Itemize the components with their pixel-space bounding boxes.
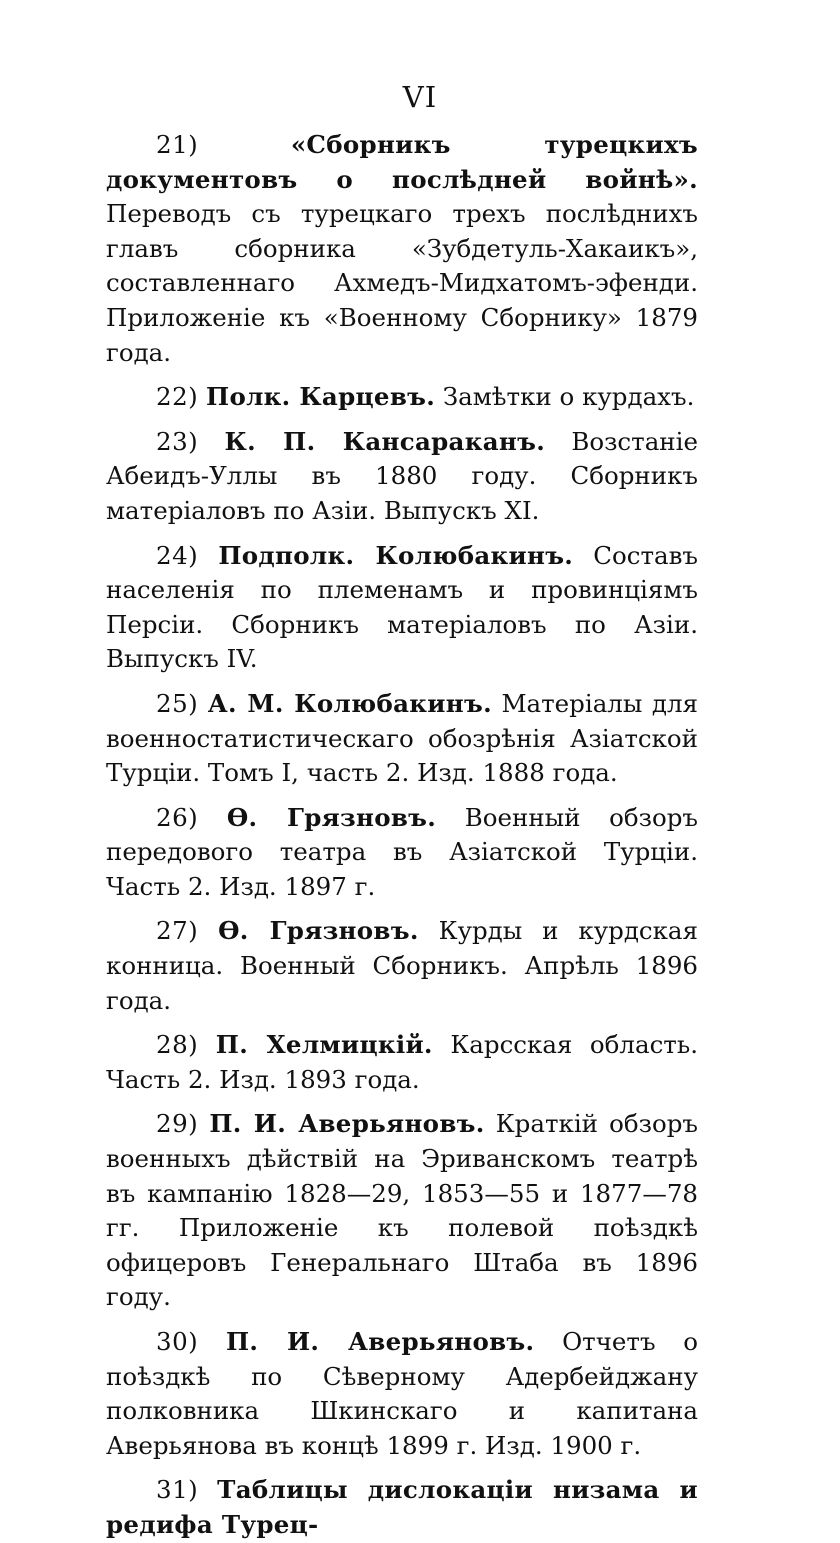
bibliography-entry-28 xyxy=(106,1028,698,1097)
bibliography-entry-26 xyxy=(106,801,698,905)
entry-text: Краткій обзоръ военныхъ дѣйствій на Эриванскомъ театрѣ въ кампанію 1828—29, 1853—55 и 1877—78 гг. Приложеніе къ полевой поѣздкѣ офицеровъ Генеральнаго Штаба въ 1896 году. xyxy=(106,1109,698,1312)
bibliography-entry-27 xyxy=(106,914,698,1018)
entry-number: 21) xyxy=(156,130,199,159)
entry-author: Полк. Карцевъ. xyxy=(206,382,436,412)
entry-number: 26) xyxy=(156,802,199,832)
entry-author: П. Хелмицкій. xyxy=(215,1030,433,1060)
bibliography-entry-29 xyxy=(106,1107,698,1315)
entry-author: Ѳ. Грязновъ. xyxy=(226,802,437,832)
entry-text: Карсская область. Часть 2. Изд. 1893 года. xyxy=(106,1030,698,1094)
entry-number: 31) xyxy=(156,1475,199,1505)
entry-author: П. И. Аверьяновъ. xyxy=(209,1109,485,1139)
entry-text: Замѣтки о курдахъ. xyxy=(442,382,695,412)
bibliography-entry-23 xyxy=(106,425,698,529)
entry-text: Переводъ съ турецкаго трехъ послѣднихъ главъ сборника «Зубдетуль-Хакаикъ», составленнаго Ахмедъ-Мидхатомъ-эфенди. Приложеніе къ «Военному Сборнику» 1879 года. xyxy=(106,199,698,367)
entry-number: 25) xyxy=(156,688,199,718)
entry-title: Таблицы дислокаціи низама и редифа Турец- xyxy=(106,1475,698,1539)
entry-title: «Сборникъ турецкихъ документовъ о послѣдней войнѣ». xyxy=(106,130,698,194)
entry-author: Подполк. Колюбакинъ. xyxy=(218,540,574,570)
entry-text: Матеріалы для военностатистическаго обозрѣнія Азіатской Турціи. Томъ I, часть 2. Изд. 1888 года. xyxy=(106,688,699,788)
entry-number: 23) xyxy=(156,426,199,456)
entry-number: 22) xyxy=(156,382,199,412)
entry-text: Отчетъ о поѣздкѣ по Сѣверному Адербейджану полковника Шкинскаго и капитана Аверьянова въ концѣ 1899 г. Изд. 1900 г. xyxy=(106,1327,698,1460)
bibliography-entry-30 xyxy=(106,1325,698,1463)
bibliography-entry-22 xyxy=(106,380,698,415)
bibliography-entry-21 xyxy=(106,128,698,370)
entry-author: П. И. Аверьяновъ. xyxy=(225,1327,535,1356)
entry-number: 24) xyxy=(156,540,199,570)
entry-author: Ѳ. Грязновъ. xyxy=(218,916,419,946)
entry-number: 27) xyxy=(156,916,199,946)
page-number: VI xyxy=(402,80,438,114)
bibliography-entry-31 xyxy=(106,1473,698,1542)
entry-text: Составъ населенія по племенамъ и провинціямъ Персіи. Сборникъ матеріаловъ по Азіи. Выпускъ IV. xyxy=(106,540,698,674)
entry-author: К. П. Кансараканъ. xyxy=(224,426,546,456)
bibliography-list xyxy=(106,128,698,1543)
entry-text: Военный обзоръ передового театра въ Азіатской Турціи. Часть 2. Изд. 1897 г. xyxy=(106,802,698,901)
entry-text: Возстаніе Абеидъ-Уллы въ 1880 году. Сборникъ матеріаловъ по Азіи. Выпускъ XI. xyxy=(106,426,698,525)
entry-number: 29) xyxy=(156,1109,199,1139)
entry-author: А. М. Колюбакинъ. xyxy=(207,688,492,718)
entry-number: 28) xyxy=(156,1030,199,1060)
bibliography-entry-24 xyxy=(106,539,698,677)
bibliography-entry-25 xyxy=(106,687,698,791)
entry-number: 30) xyxy=(156,1327,199,1356)
entry-text: Курды и курдская конница. Военный Сборникъ. Апрѣль 1896 года. xyxy=(106,916,698,1015)
